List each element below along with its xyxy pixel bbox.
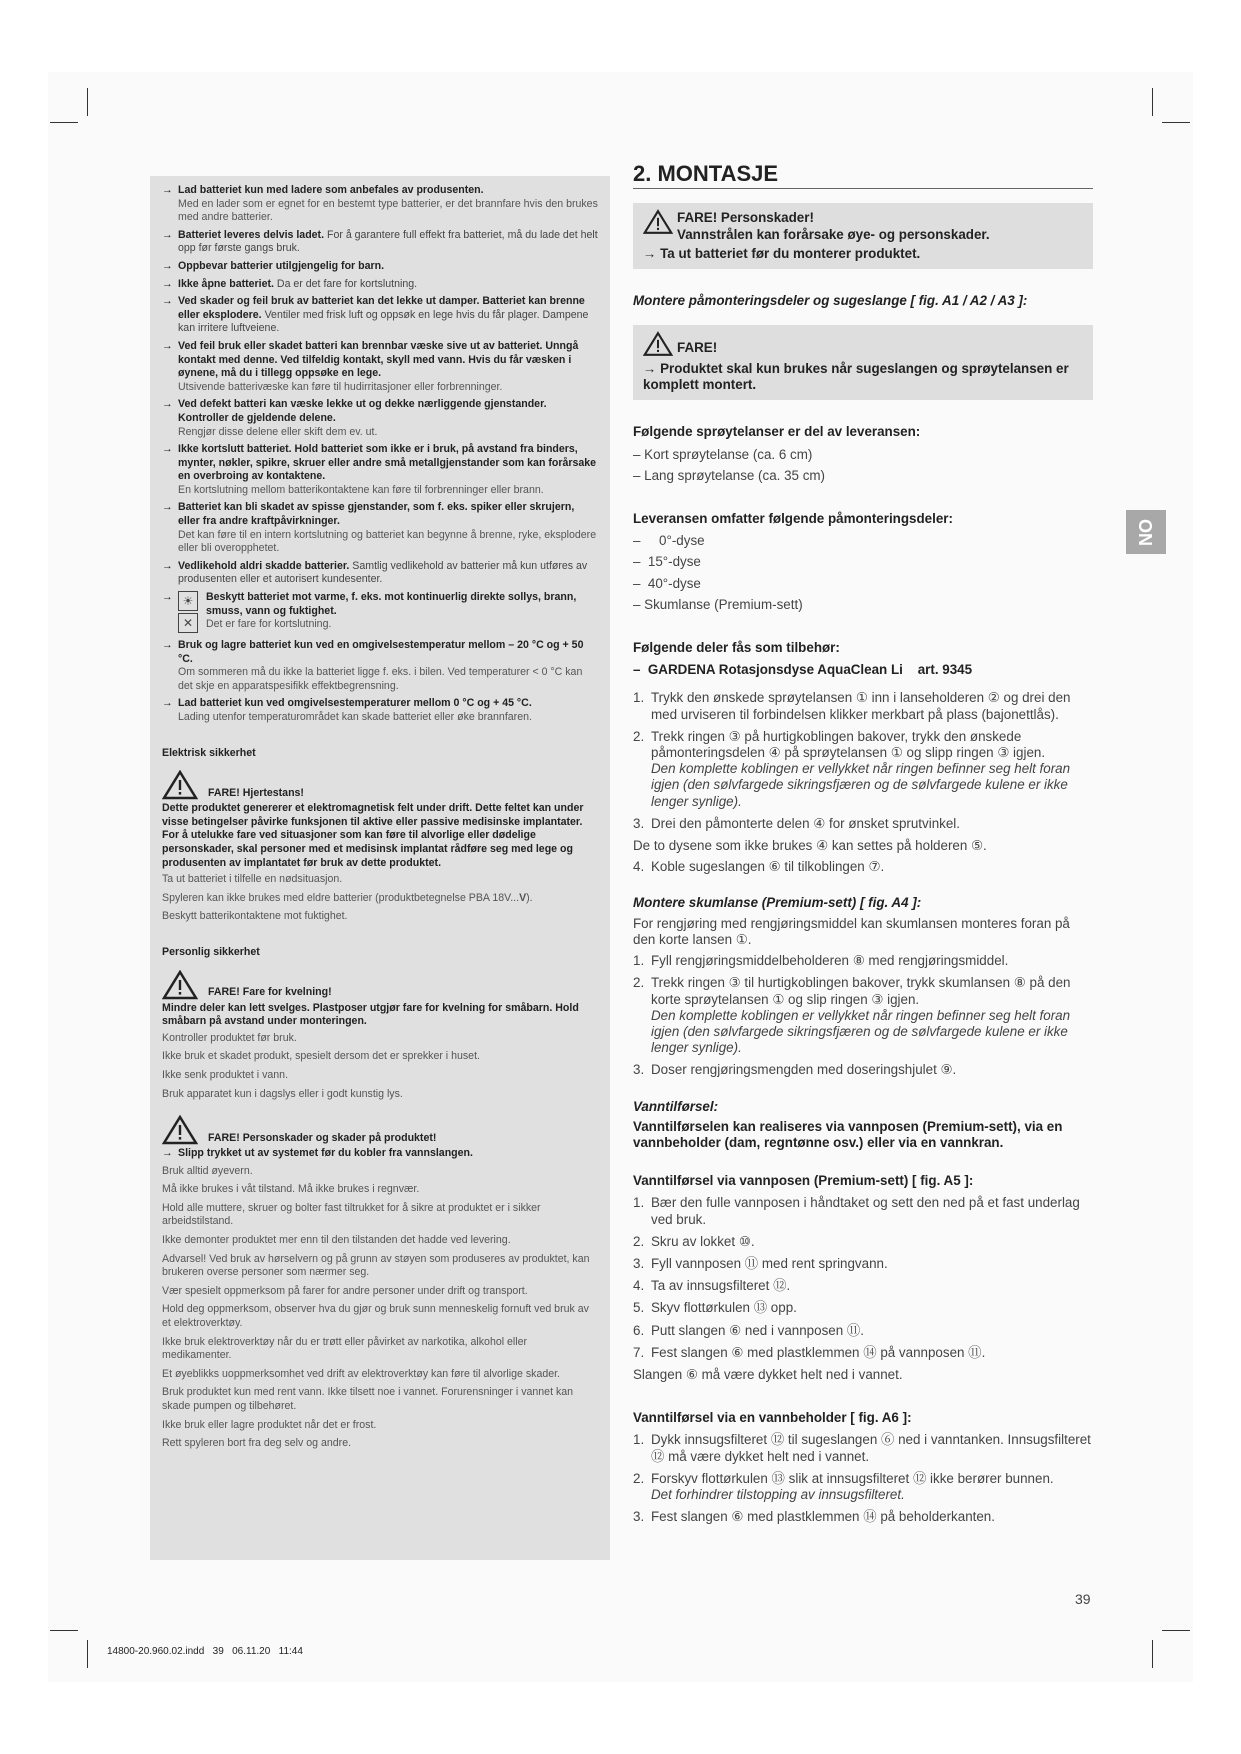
step-item: [633, 1345, 1093, 1361]
warning-heart-stop: [162, 770, 598, 800]
lance-item: – Lang sprøytelanse (ca. 35 cm): [633, 467, 826, 483]
step-number: 1.: [633, 1195, 645, 1211]
arrow-icon: →: [162, 639, 173, 652]
step-number: 1.: [633, 690, 645, 706]
water-supply-heading: Vanntilførsel:: [633, 1098, 719, 1114]
arrow-icon: →: [162, 339, 173, 352]
damage-paragraphs: [162, 1165, 598, 1451]
step-text: Koble sugeslangen ⑥ til tilkoblingen ⑦.: [651, 859, 885, 875]
mounting-subheading: Montere påmonteringsdeler og sugeslange [ fig. A1 / A2 / A3 ]:: [633, 292, 1028, 308]
step-text: Doser rengjøringsmengden med doseringshjulet ⑨.: [651, 1062, 957, 1078]
step-text: Putt slangen ⑥ ned i vannposen ⑪.: [651, 1322, 865, 1338]
step-note: Det forhindrer tilstopping av innsugsfilteret.: [651, 1486, 905, 1502]
paragraph: Advarsel! Ved bruk av hørselvern og på grunn av støyen som produseres av produktet, kan brukeren overse personer som nærmer seg.: [162, 1252, 590, 1279]
temperature-list: [162, 639, 598, 725]
step-number: 2.: [633, 1233, 645, 1249]
paragraph: Ikke bruk eller lagre produktet når det er frost.: [162, 1418, 377, 1431]
step-item: [633, 975, 1093, 1056]
parts-heading: Leveransen omfatter følgende påmonteringsdeler:: [633, 511, 953, 527]
section-title: 2. MONTASJE: [633, 166, 1093, 189]
step-item: [633, 1471, 1093, 1503]
warning-triangle-icon: [643, 331, 673, 357]
paragraph: Vær spesielt oppmerksom på farer for andre personer under drift og transport.: [162, 1284, 528, 1297]
step-text: Trykk den ønskede sprøytelansen ① inn i lanseholderen ② og drei den med urviseren til forbindelsen klikker merkbart på plass (bajonettlås).: [651, 690, 1071, 722]
crop-mark: [50, 122, 78, 123]
item-sub-text: Lading utenfor temperaturområdet kan skade batteriet eller øke brannfaren.: [178, 711, 532, 723]
step-text: Drei den påmonterte delen ④ for ønsket sprutvinkel.: [651, 815, 960, 831]
paragraph: Bruk produktet kun med rent vann. Ikke tilsett noe i vannet. Forurensninger i vannet kan skade pumpen og tilbehøret.: [162, 1386, 574, 1412]
warning-damage: [162, 1115, 598, 1145]
part-item: – 40°-dyse: [633, 575, 701, 591]
item-bold-text: Batteriet kan bli skadet av spisse gjenstander, som f. eks. spiker eller skrujern, eller fra andre kraftpåvirkninger.: [178, 501, 575, 528]
item-bold-text: Ved defekt batteri kan væske lekke ut og dekke nærliggende gjenstander. Kontroller de gjeldende delene.: [178, 398, 547, 424]
electrical-p3: Beskytt batterikontaktene mot fuktighet.: [162, 910, 348, 923]
battery-safety-list: [162, 184, 598, 587]
safety-list-item: [162, 501, 598, 555]
electrical-p2: [162, 892, 598, 906]
warning-choking-label: FARE! Fare for kvelning!: [208, 985, 332, 998]
arrow-icon: →: [162, 443, 173, 456]
warning-triangle-icon: [162, 1115, 198, 1145]
step-item: [633, 816, 1093, 832]
step-text: Forskyv flottørkulen ⑬ slik at innsugsfilteret ⑫ ikke berører bunnen.: [651, 1470, 1054, 1486]
sun-water-icon: ☀: [178, 591, 198, 611]
step-item: [633, 1195, 1093, 1227]
safety-list-item: [162, 560, 598, 587]
step-number: 5.: [633, 1300, 645, 1316]
safety-list-item: [162, 443, 598, 497]
step-number: 4.: [633, 1278, 645, 1294]
item-bold-text: Lad batteriet kun med ladere som anbefales av produsenten.: [178, 184, 484, 196]
item-bold-text: Ikke kortslutt batteriet. Hold batteriet som ikke er i bruk, på avstand fra binders, mynter, nøkler, spikre, skruer eller andre små metallgjenstander som kan forårsake en overbroing av kontaktene.: [178, 443, 597, 483]
arrow-icon: →: [162, 228, 173, 241]
item-bold-text: Ikke åpne batteriet.: [178, 277, 274, 290]
item-bold-text: Ved skader og feil bruk av batteriet kan det lekke ut damper. Batteriet kan brenne eller eksplodere.: [178, 295, 585, 321]
warning-box-mounting: [633, 325, 1093, 400]
item-sub-text: Om sommeren må du ikke la batteriet ligge f. eks. i bilen. Ved temperaturer < 0 °C kan det skje en apparatspesifikk effektbegrensning.: [178, 666, 583, 692]
paragraph: Bruk alltid øyevern.: [162, 1164, 253, 1177]
part-item: – 15°-dyse: [633, 554, 701, 570]
item-text: Ventiler med frisk luft og oppsøk en lege hvis du får plager. Dampene kan irritere luftveiene.: [178, 308, 589, 335]
safety-list-item: [162, 639, 598, 693]
foam-steps: [633, 953, 1093, 1078]
electrical-p2-b: V: [519, 891, 527, 904]
safety-list-item: [162, 697, 598, 724]
step-item: [633, 729, 1093, 810]
accessories-heading: Følgende deler fås som tilbehør:: [633, 640, 840, 656]
warning-damage-label: FARE! Personskader og skader på produktet!: [208, 1131, 437, 1144]
electrical-p2-a: Spyleren kan ikke brukes med eldre batterier (produktbetegnelse PBA 18V...: [162, 891, 520, 904]
item-text: Da er det fare for kortslutning.: [273, 277, 418, 290]
foam-intro: For rengjøring med rengjøringsmiddel kan skumlansen monteres foran på den korte lansen ①.: [633, 915, 1070, 947]
step-text: Trekk ringen ③ på hurtigkoblingen bakover, trykk den ønskede påmonteringsdelen ④ på sprøytelansen ① og slipp ringen ③ igjen.: [651, 728, 1046, 761]
step-number: 2.: [633, 728, 645, 744]
item-sub-text: Med en lader som er egnet for en bestemt type batterier, er det brannfare hvis den brukes med andre batterier.: [178, 197, 598, 224]
part-item: – Skumlanse (Premium-sett): [633, 596, 803, 612]
paragraph: Ikke bruk et skadet produkt, spesielt dersom det er sprekker i huset.: [162, 1050, 480, 1063]
arrow-icon: →: [162, 277, 173, 290]
print-footer: 14800-20.960.02.indd 39 06.11.20 11:44: [107, 1646, 303, 1657]
safety-list-item: [162, 340, 598, 394]
steps-note: De to dysene som ikke brukes ④ kan settes på holderen ⑤.: [633, 838, 987, 854]
item-sub-text: Det kan føre til en intern kortslutning og batteriet kan begynne å brenne, ryke, eksplodere eller bli overopphetet.: [178, 528, 597, 555]
electrical-p1: Ta ut batteriet i tilfelle en nødsituasjon.: [162, 873, 343, 886]
step-note: Den komplette koblingen er vellykket når ringen befinner seg helt foran igjen (den sølvfargede sikringsfjæren og de sølvfargede kulene er ikke lenger synlige).: [651, 1007, 1071, 1056]
water-bag-note: Slangen ⑥ må være dykket helt ned i vannet.: [633, 1366, 903, 1382]
warning-triangle-icon: [162, 770, 198, 800]
step-number: 4.: [633, 859, 645, 875]
arrow-icon: →: [162, 398, 173, 411]
electrical-warning-text: Dette produktet genererer et elektromagnetisk felt under drift. Dette feltet kan under visse betingelser påvirke funksjonen til aktive eller passive medisinske implantater. For å utelukke fare ved situasjoner som kan føre til alvorlige eller dødelige personskader, skal personer med et medisinsk implantat rådføre seg med lege og produsenten av implantatet før bruk av dette produktet.: [162, 802, 584, 869]
item-bold-text: Lad batteriet kun ved omgivelsestemperaturer mellom 0 °C og + 45 °C.: [178, 697, 532, 710]
item-text: Samtlig vedlikehold av batterier må kun utføres av produsenten eller et autorisert kundesenter.: [178, 559, 588, 586]
safety-column: [150, 176, 610, 1560]
language-tab: [1126, 510, 1166, 554]
step-item: [633, 1278, 1093, 1294]
step-item: [633, 859, 1093, 875]
step-item: [633, 1300, 1093, 1316]
warning-heart-stop-label: FARE! Hjertestans!: [208, 786, 304, 799]
item-bold-text: Bruk og lagre batteriet kun ved en omgivelsestemperatur mellom – 20 °C og + 50 °C.: [178, 639, 584, 665]
arrow-icon: →: [162, 1147, 173, 1160]
paragraph: Kontroller produktet før bruk.: [162, 1031, 297, 1044]
accessory-item: – GARDENA Rotasjonsdyse AquaClean Li art. 9345: [633, 662, 973, 678]
item-bold-text: Vedlikehold aldri skadde batterier.: [178, 559, 350, 572]
foam-heading: Montere skumlanse (Premium-sett) [ fig. A4 ]:: [633, 895, 922, 911]
protect-battery-item: [162, 591, 598, 633]
paragraph: Hold alle muttere, skruer og bolter fast tiltrukket for å sikre at produktet er i sikker arbeidstilstand.: [162, 1201, 541, 1228]
crop-mark: [1162, 1630, 1190, 1631]
crop-mark: [50, 1630, 78, 1631]
step-text: Bær den fulle vannposen i håndtaket og sett den ned på et fast underlag ved bruk.: [651, 1195, 1080, 1227]
step-number: 3.: [633, 815, 645, 831]
step-text: Fest slangen ⑥ med plastklemmen ⑭ på vannposen ⑪.: [651, 1344, 986, 1360]
step-number: 1.: [633, 953, 645, 969]
step-text: Trekk ringen ③ til hurtigkoblingen bakover, trykk skumlansen ⑧ på den korte sprøytelansen ① og slip ringen ③ igjen.: [651, 975, 1071, 1007]
step-item: [633, 1432, 1093, 1464]
safety-list-item: [162, 295, 598, 336]
paragraph: Et øyeblikks uoppmerksomhet ved drift av elektroverktøy kan føre til alvorlige skader.: [162, 1367, 561, 1380]
warning1-line3: → Ta ut batteriet før du monterer produktet.: [643, 245, 921, 261]
safety-list-item: [162, 398, 598, 439]
safety-list-item: [162, 229, 598, 256]
step-item: [633, 1234, 1093, 1250]
lances-heading: Følgende sprøytelanser er del av leveransen:: [633, 424, 921, 440]
paragraph: Bruk apparatet kun i dagslys eller i godt kunstig lys.: [162, 1087, 403, 1100]
step-text: Skru av lokket ⑩.: [651, 1233, 755, 1249]
paragraph: Ikke demonter produktet mer enn til den tilstanden det hadde ved levering.: [162, 1234, 511, 1247]
arrow-icon: →: [162, 259, 173, 272]
step-item: [633, 953, 1093, 969]
page-number: 39: [1075, 1591, 1091, 1607]
choking-warning-text: Mindre deler kan lett svelges. Plastposer utgjør fare for kvelning for småbarn. Hold småbarn på avstand under monteringen.: [162, 1001, 579, 1028]
water-bag-steps: [633, 1195, 1093, 1361]
item-bold-text: Batteriet leveres delvis ladet.: [178, 228, 325, 241]
water-container-steps: [633, 1432, 1093, 1525]
paragraph: Rett spyleren bort fra deg selv og andre.: [162, 1437, 352, 1450]
item-sub-text: En kortslutning mellom batterikontaktene kan føre til forbrenninger eller brann.: [178, 483, 544, 496]
personal-safety-heading: Personlig sikkerhet: [162, 945, 260, 958]
mounting-steps: [633, 690, 1093, 832]
step-note: Den komplette koblingen er vellykket når ringen befinner seg helt foran igjen (den sølvfargede sikringsfjæren og de sølvfargede kulene er ikke lenger synlige).: [651, 761, 1071, 809]
arrow-icon: →: [162, 295, 173, 308]
crop-mark: [87, 88, 88, 116]
item-bold-text: Ved feil bruk eller skadet batteri kan brennbar væske sive ut av batteriet. Unngå kontakt med denne. Ved tilfeldig kontakt, skyll med vann. Hvis du får væsken i øynene, må du i tillegg oppsøke en lege.: [178, 339, 579, 380]
electrical-safety-heading: Elektrisk sikkerhet: [162, 746, 256, 759]
release-pressure-item: [162, 1147, 598, 1161]
step-text: Fyll rengjøringsmiddelbeholderen ⑧ med rengjøringsmiddel.: [651, 953, 1009, 969]
paragraph: Hold deg oppmerksom, observer hva du gjør og bruk sunn menneskelig fornuft ved bruk av et elektroverktøy.: [162, 1303, 589, 1330]
warning1-line1: FARE! Personskader!: [677, 210, 814, 226]
step-item: [633, 1256, 1093, 1272]
crop-mark: [87, 1640, 88, 1668]
personal-safety-paragraphs: [162, 1032, 598, 1101]
step-number: 7.: [633, 1344, 645, 1360]
no-fire-icon: ✕: [178, 613, 198, 633]
crop-mark: [1162, 122, 1190, 123]
item-bold-text: Oppbevar batterier utilgjengelig for barn.: [178, 259, 385, 272]
water-supply-text: Vanntilførselen kan realiseres via vannposen (Premium-sett), via en vannbeholder (dam, regntønne osv.) eller via en vannkran.: [633, 1118, 1063, 1150]
water-bag-heading: Vanntilførsel via vannposen (Premium-sett) [ fig. A5 ]:: [633, 1173, 974, 1189]
step-text: Fyll vannposen ⑪ med rent springvann.: [651, 1255, 888, 1271]
warning2-line1: FARE!: [677, 339, 718, 355]
step-number: 3.: [633, 1509, 645, 1525]
step-text: Skyv flottørkulen ⑬ opp.: [651, 1300, 797, 1316]
crop-mark: [1152, 88, 1153, 116]
step-number: 1.: [633, 1432, 645, 1448]
step-number: 2.: [633, 975, 645, 991]
part-item: – 0°-dyse: [633, 533, 705, 549]
warning-box-personal-injury: [633, 203, 1093, 269]
step-number: 3.: [633, 1062, 645, 1078]
step-item: [633, 1062, 1093, 1078]
crop-mark: [1152, 1640, 1153, 1668]
warning-triangle-icon: [162, 970, 198, 1000]
step-item: [633, 690, 1093, 722]
safety-list-item: [162, 278, 598, 292]
paragraph: Ikke senk produktet i vann.: [162, 1068, 289, 1081]
safety-list-item: [162, 260, 598, 274]
warning-choking: [162, 970, 598, 1000]
arrow-icon: →: [162, 184, 173, 196]
step-number: 2.: [633, 1470, 645, 1486]
arrow-icon: →: [162, 697, 173, 710]
paragraph: Ikke bruk elektroverktøy når du er trøtt eller påvirket av narkotika, alkohol eller medikamenter.: [162, 1335, 528, 1362]
protect-battery-bold: Beskytt batteriet mot varme, f. eks. mot kontinuerlig direkte sollys, brann, smuss, vann og fuktighet.: [206, 591, 577, 617]
warning1-line2: Vannstrålen kan forårsake øye- og personskader.: [677, 227, 990, 243]
protect-battery-sub: Det er fare for kortslutning.: [206, 618, 332, 631]
release-pressure-text: Slipp trykket ut av systemet før du kobler fra vannslangen.: [178, 1147, 473, 1160]
item-sub-text: Utsivende batterivæske kan føre til hudirritasjoner eller forbrenninger.: [178, 380, 503, 393]
step-text: Dykk innsugsfilteret ⑫ til sugeslangen ⑥ ned i vanntanken. Innsugsfilteret ⑫ må være dykket helt ned i vannet.: [651, 1432, 1091, 1464]
step-item: [633, 1323, 1093, 1339]
electrical-p2-c: ).: [526, 891, 533, 904]
item-text: For å garantere full effekt fra batteriet, må du lade det helt opp før første gangs bruk.: [178, 228, 598, 255]
water-container-heading: Vanntilførsel via en vannbeholder [ fig. A6 ]:: [633, 1410, 912, 1426]
safety-list-item: [162, 184, 598, 225]
arrow-icon: →: [162, 591, 173, 604]
step-text: Fest slangen ⑥ med plastklemmen ⑭ på beholderkanten.: [651, 1509, 995, 1525]
assembly-column: [633, 161, 1093, 1531]
warning2-line2: → Produktet skal kun brukes når sugeslangen og sprøytelansen er komplett montert.: [643, 361, 1069, 393]
step-item: [633, 1509, 1093, 1525]
step-number: 6.: [633, 1322, 645, 1338]
arrow-icon: →: [162, 501, 173, 514]
lance-item: – Kort sprøytelanse (ca. 6 cm): [633, 446, 813, 462]
paragraph: Må ikke brukes i våt tilstand. Må ikke brukes i regnvær.: [162, 1183, 420, 1196]
arrow-icon: →: [162, 559, 173, 572]
warning-triangle-icon: [643, 209, 673, 235]
item-sub-text: Rengjør disse delene eller skift dem ev. ut.: [178, 425, 378, 438]
language-tab-label: NO: [1135, 518, 1156, 546]
step-text: Ta av innsugsfilteret ⑫.: [651, 1278, 791, 1294]
step-number: 3.: [633, 1255, 645, 1271]
